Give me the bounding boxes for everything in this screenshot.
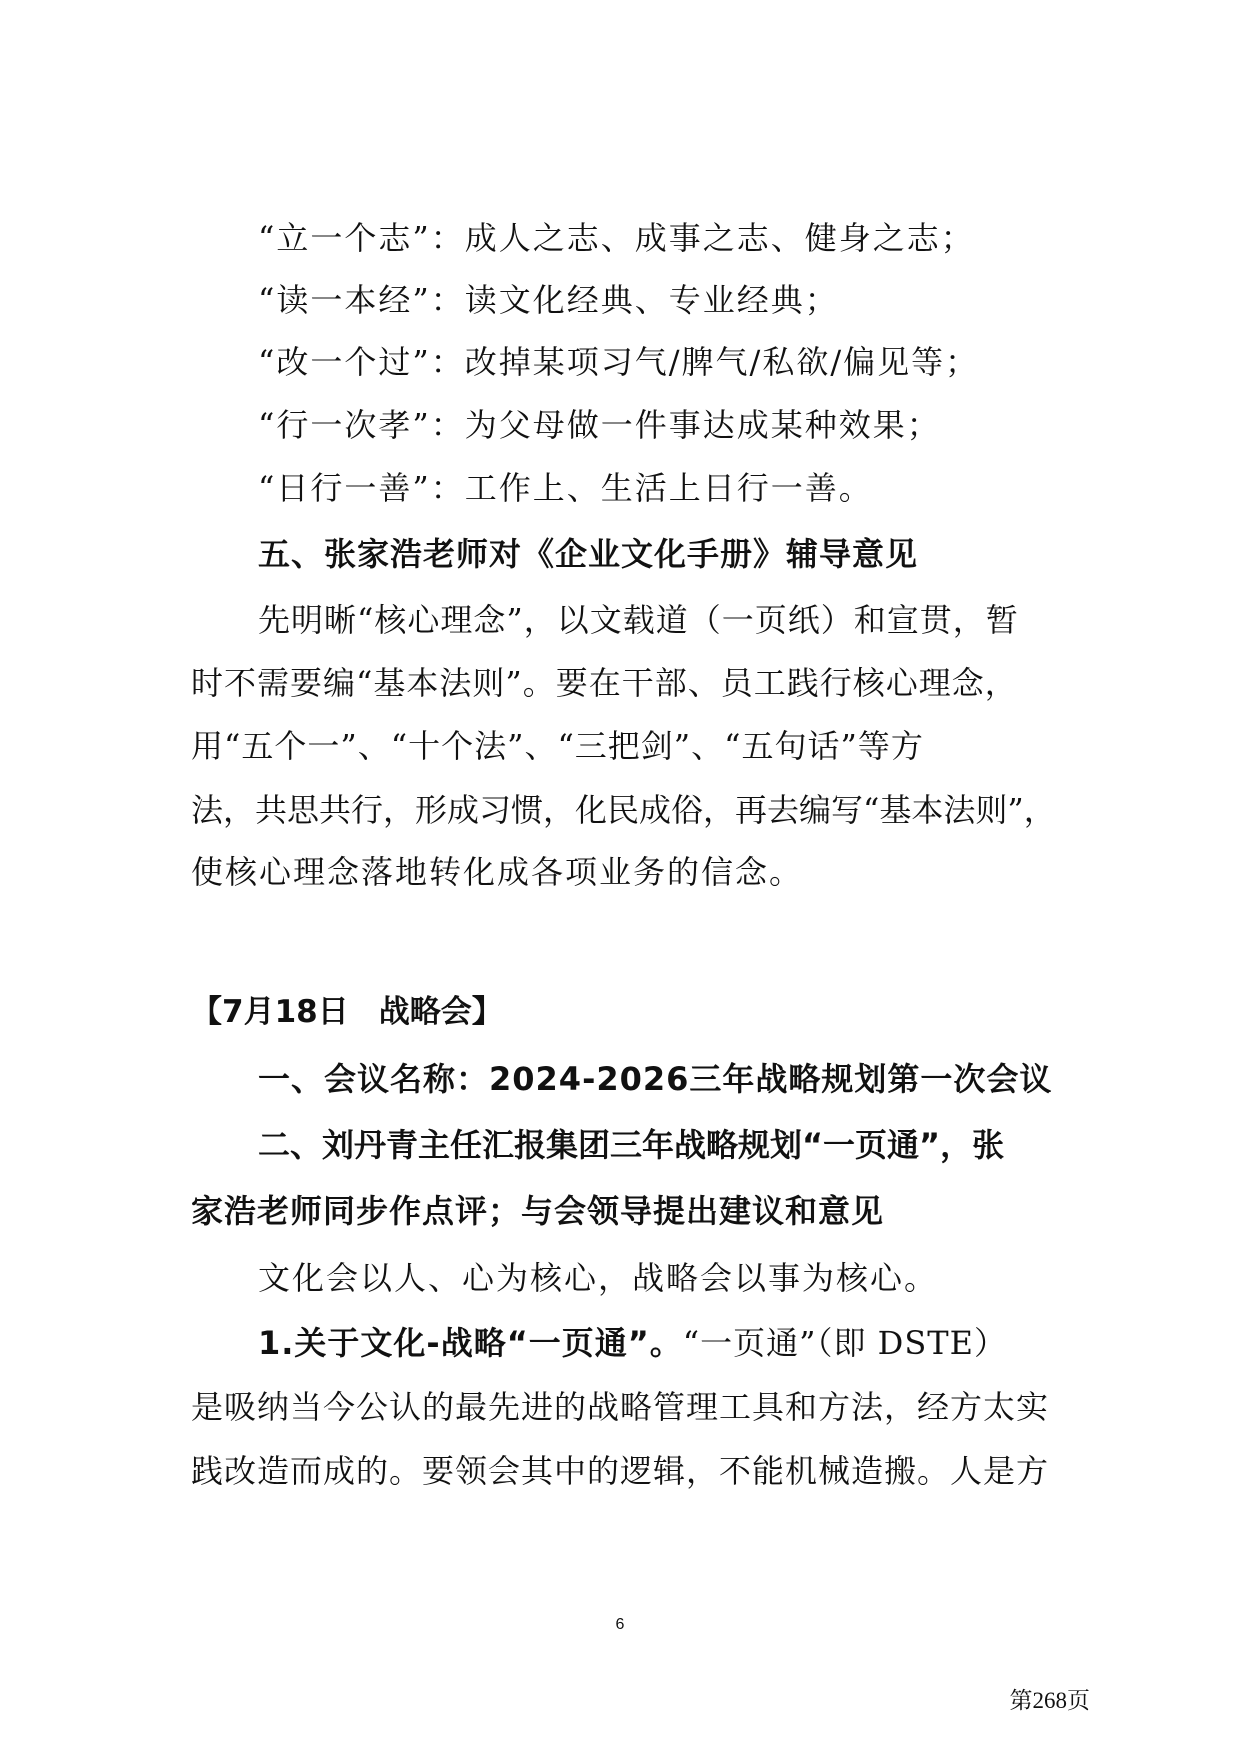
list-item [258,403,941,447]
meeting-summary: 文化会以人、心为核心，战略会以事为核心。 [258,1259,939,1297]
meeting-item-1: 一、会议名称：2024-2026三年战略规划第一次会议 [258,1060,1053,1098]
list-item-desc: 读文化经典、专业经典； [464,281,839,319]
point-1-line-1 [258,1321,1007,1365]
paragraph-line: 先明晰“核心理念”，以文载道（一页纸）和宣贯，暂 [258,601,1019,639]
list-item-desc: 为父母做一件事达成某种效果； [464,406,941,444]
list-item-desc: 成人之志、成事之志、健身之志； [464,219,975,257]
list-item-sep: ： [430,469,465,507]
list-item-sep: ： [430,219,465,257]
total-page-label: 第268页 [1009,1688,1090,1713]
list-item-sep: ： [430,406,465,444]
list-item-desc: 改掉某项习气/脾气/私欲/偏见等； [464,343,980,381]
list-item [258,340,979,384]
list-item [258,278,839,322]
paragraph-line: 法，共思共行，形成习惯，化民成俗，再去编写“基本法则”， [191,791,1056,829]
list-item [258,466,873,510]
point-1-title: 1.关于文化-战略“一页通”。 [258,1324,683,1362]
paragraph-line: 时不需要编“基本法则”。要在干部、员工践行核心理念， [191,664,1018,702]
meeting-item-2-line-1: 二、刘丹青主任汇报集团三年战略规划“一页通”，张 [258,1126,1005,1164]
meeting-item-2-line-2: 家浩老师同步作点评；与会领导提出建议和意见 [191,1192,885,1230]
point-1-line-3: 践改造而成的。要领会其中的逻辑，不能机械造搬。人是方 [191,1452,1050,1490]
list-item-sep: ： [430,343,465,381]
meeting-header [191,990,503,1034]
list-item-desc: 工作上、生活上日行一善。 [464,469,873,507]
page-number: 6 [615,1616,625,1633]
point-1-line-2: 是吸纳当今公认的最先进的战略管理工具和方法，经方太实 [191,1388,1050,1426]
list-item-term: “立一个志” [258,219,431,257]
list-item-sep: ： [430,281,465,319]
paragraph-line: 使核心理念落地转化成各项业务的信念。 [191,853,804,891]
section-heading: 五、张家浩老师对《企业文化手册》辅导意见 [258,535,919,573]
list-item [258,216,975,260]
list-item-term: “读一本经” [258,281,431,319]
meeting-date: 【7月18日 [191,994,349,1030]
list-item-term: “行一次孝” [258,406,431,444]
list-item-term: “改一个过” [258,343,431,381]
paragraph-line: 用“五个一”、“十个法”、“三把剑”、“五句话”等方 [191,727,924,765]
meeting-type: 战略会】 [378,994,503,1030]
point-1-text: “一页通”（即 DSTE） [682,1324,1007,1362]
list-item-term: “日行一善” [258,469,431,507]
